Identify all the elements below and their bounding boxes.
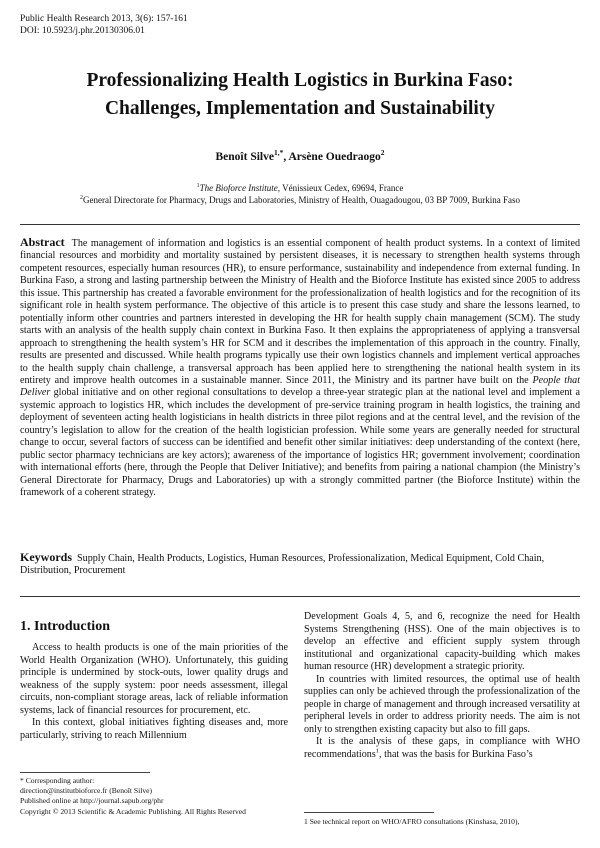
author-2: Arsène Ouedraogo — [288, 151, 381, 163]
published-online: Published online at http://journal.sapub.org/phr — [20, 796, 164, 806]
intro-paragraph-4: In countries with limited resources, the optimal use of health supplies can only be achieved through the professionalization of the people in charge of management and through increased versatility at peripheral levels in order to address priority needs. The aim is not only to strengthen existing capacity but also to fill gaps. — [304, 673, 580, 735]
corr-email: direction@institutbioforce.fr (Benoît Silve) — [20, 786, 153, 796]
corr-label: * Corresponding author: — [20, 776, 95, 785]
affiliation-2-mark: 2 — [80, 195, 83, 201]
author-1-mark: 1,* — [273, 148, 284, 158]
corresponding-author-rule — [20, 772, 150, 773]
title-line-2: Challenges, Implementation and Sustainability — [104, 98, 496, 119]
abstract-text-1: The management of information and logistics is an essential component of health product systems. In a context of limited financial resources and morbidity and mortality sustained by persistent diseases, it is necessary to strengthen health systems through competent resources, especially human resources (HR), to ensure performance, sustainability and independence from external funding. In Burkina Faso, a strong and lasting partnership between the Ministry of Health and the Bioforce Institute has existed since 2005 to address this issue. This partnership has created a favorable environment for the professionalization of health logistics and for the recognition of its significant role in health system performance. The objective of this article is to present this case study and share the lessons learned, to potentially inform other countries and partners interested in developing the HR for health supply chain management (SCM). The study starts with an analysis of the health supply chain context in Burkina Faso. It then explains the appropriateness of applying a transversal approach to strengthening the health system’s HR for SCM and it describes the implementation of this approach in the country. Finally, results are presented and discussed. While health programs typically use their own logistics channels and implement vertical approaches to the health supply chain challenge, a transversal approach has been applied here to strengthening the national health system in its entirety and improve health outcomes in a sustainable manner. Since 2011, the Ministry and its partner have built on the — [20, 238, 580, 386]
affiliation-1-mark: 1 — [196, 183, 200, 189]
section-heading-introduction: 1. Introduction — [20, 619, 110, 634]
journal-doi: DOI: 10.5923/j.phr.20130306.01 — [20, 25, 145, 36]
author-separator: , — [283, 151, 289, 163]
abstract-text-2: global initiative and on other regional consultations to develop a three-year strategic plan at the national level and implement a systemic approach to logistics HR, which includes the development of pre-service training program in health logistics, the training and deployment of seventeen acting health logisticians in health districts in three pilot regions and at the central level, and the revision of the country’s legislation to allow for the creation of the health logistician profession. While some years are generally needed for structural change to occur, several factors of success can be identified and benefit other similar initiatives: deep understanding of the context (here, public sector pharmacy technicians are key actors); awareness of the importance of logistics HR; government involvement; coordination with international efforts (here, through the People that Deliver Initiative); and benefits from pairing a national champion (the Ministry’s General Directorate for Pharmacy, Drugs and Laboratories) up with a strongly committed partner (the Bioforce Institute) within the framework of a coherent strategy. — [20, 387, 580, 499]
author-1: Benoît Silve — [215, 151, 274, 163]
author-list — [20, 148, 580, 163]
intro-paragraph-5-end: , that was the basis for Burkina Faso’s — [379, 748, 533, 760]
affiliation-1 — [20, 183, 580, 194]
copyright-notice: Copyright © 2013 Scientific & Academic Publishing. All Rights Reserved — [20, 806, 246, 816]
keywords-text: Supply Chain, Health Products, Logistics, Human Resources, Professionalization, Medical Equipment, Cold Chain, Distribution, Procurement — [20, 553, 545, 577]
title-line-1: Professionalizing Health Logistics in Burkina Faso: — [86, 70, 514, 91]
author-2-mark: 2 — [380, 148, 385, 158]
intro-paragraph-2: In this context, global initiatives fighting diseases and, more particularly, striving to reach Millennium — [20, 717, 288, 741]
affiliation-2-text: General Directorate for Pharmacy, Drugs and Laboratories, Ministry of Health, Ouagadougou, 03 BP 7009, Burkina Faso — [82, 195, 520, 205]
right-column — [304, 611, 580, 761]
intro-paragraph-5-start: It is the analysis of these gaps, in compliance with WHO recommendations — [304, 736, 580, 760]
footnote-ref-1: 1 — [375, 747, 380, 755]
keywords-label: Keywords — [20, 550, 72, 564]
abstract-label: Abstract — [20, 235, 65, 249]
intro-paragraph-1: Access to health products is one of the main priorities of the World Health Organization (WHO). Unfortunately, this guiding principle is undermined by stock-outs, lower quality drugs and weakness of the supply system: poor needs assessment, illegal circuits, non-compliant storage areas, lack of reliable information systems, lack of financial resources for procurement, etc. — [20, 642, 288, 716]
paper-title — [20, 67, 580, 123]
abstract-block — [20, 236, 580, 500]
keywords-block — [20, 551, 580, 578]
abstract-top-rule — [20, 224, 580, 225]
corresponding-author-note — [20, 776, 288, 817]
affiliation-2 — [20, 195, 580, 206]
footnote-1: 1 See technical report on WHO/AFRO consultations (Kinshasa, 2010), — [304, 817, 520, 826]
intro-paragraph-5 — [304, 736, 580, 761]
affiliation-1-institute: The Bioforce Institute — [199, 183, 278, 193]
left-column — [20, 618, 288, 742]
intro-paragraph-3: Development Goals 4, 5, and 6, recognize the need for Health Systems Strengthening (HSS). One of the main objectives is to develop an effective and efficient supply system through institutional and organizational capacity-building which makes human resource (HR) development a strategic priority. — [304, 611, 580, 672]
journal-issue: Public Health Research 2013, 3(6): 157-161 — [20, 14, 188, 24]
footnote-rule — [304, 812, 434, 813]
abstract-bottom-rule — [20, 596, 580, 597]
abstract-italic-term: People that Deliver — [20, 374, 581, 399]
journal-citation — [20, 14, 188, 37]
affiliation-1-address: , Vénissieux Cedex, 69694, France — [277, 183, 404, 193]
